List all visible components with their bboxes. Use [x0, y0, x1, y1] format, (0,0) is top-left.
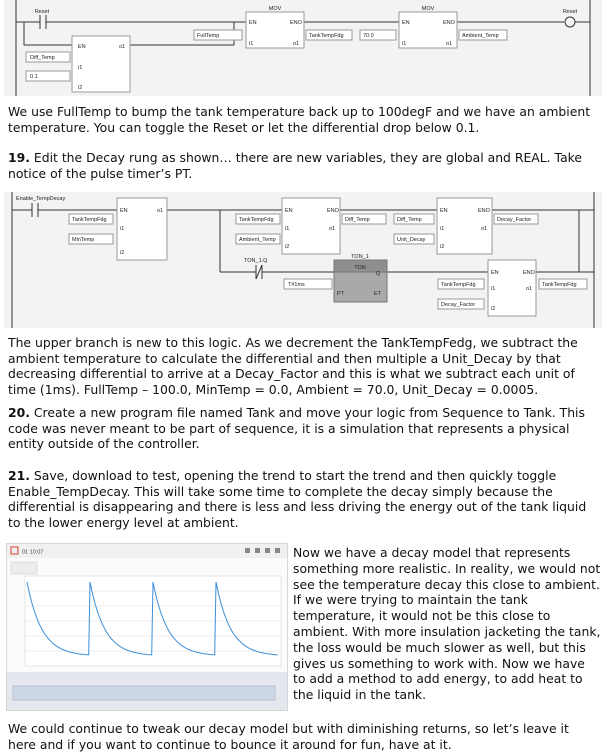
lt-o1: o1 — [119, 44, 126, 50]
step-19-text: Edit the Decay rung as shown… there are new variables, they are global and REAL. Take notice of the pulse timer’s PT. — [8, 150, 583, 181]
reset-coil-label: Reset — [562, 9, 578, 15]
lt-i2: i2 — [78, 85, 83, 91]
mov2-i1: i1 — [402, 41, 407, 47]
step-20-number: 20. — [8, 405, 30, 420]
tank-temp-var-2: TankTempFdg — [239, 217, 274, 223]
ambient-var: Ambient_Temp — [462, 33, 499, 39]
b4-o1: o1 — [526, 286, 533, 292]
tank-temp-var-4: TankTempFdg — [542, 282, 577, 288]
b1-en: EN — [120, 208, 128, 214]
step-19 — [8, 150, 600, 181]
mov2-title: MOV — [421, 6, 435, 12]
mov2-o1: o1 — [446, 41, 453, 47]
b1-i2: i2 — [120, 250, 125, 256]
mov1-i1: i1 — [249, 41, 254, 47]
mov1-o1: o1 — [293, 41, 300, 47]
paragraph-closing: We could continue to tweak our decay model but with diminishing returns, so let’s leave it here and if you want to continue to bounce it around for fun, have at it. — [8, 721, 569, 752]
b4-i2: i2 — [491, 306, 496, 312]
trend-overview-strip[interactable] — [13, 686, 275, 700]
trend-screenshot — [6, 543, 288, 711]
paragraph-decay-model: Now we have a decay model that represents something more realistic. In reality, we would not see the temperature decay this close to ambient. If we were trying to maintain the tank temperature, it would not be this close to ambient. With more insulation jacketing the tank, the loss would be much slower as well, but this gives us something to work with. Now we have to add a method to add energy, to add heat to the liquid in the tank. — [293, 545, 601, 703]
val-0-1: 0.1 — [30, 74, 38, 80]
ton-q-contact-label: TON_1.Q — [244, 258, 268, 264]
decay-factor-var-1: Decay_Factor — [497, 217, 532, 223]
b2-i2: i2 — [285, 244, 290, 250]
full-temp-var: FullTemp — [197, 33, 220, 39]
b2-en: EN — [285, 208, 293, 214]
val-70: 70.0 — [363, 33, 374, 39]
b3-en: EN — [440, 208, 448, 214]
lt-i1: i1 — [78, 65, 83, 71]
b3-i1: i1 — [440, 226, 445, 232]
b3-eno: ENO — [478, 208, 490, 214]
trend-legend-box — [11, 562, 37, 574]
b2-o1: o1 — [329, 226, 336, 232]
reset-contact-label: Reset — [34, 9, 50, 15]
b4-en: EN — [491, 270, 499, 276]
mov1-eno: ENO — [290, 20, 302, 26]
b1-o1: o1 — [157, 208, 164, 214]
paragraph-fulltemp: We use FullTemp to bump the tank temperature back up to 100degF and we have an ambient temperature. You can toggle the Reset or let the differential drop below 0.1. — [8, 104, 591, 135]
step-19-number: 19. — [8, 150, 30, 165]
ton-instance-name: TON_1 — [351, 254, 369, 260]
decay-rung-diagram — [4, 192, 602, 328]
trend-title: 01 10:07 — [22, 549, 44, 556]
paragraph-upper-branch: The upper branch is new to this logic. As we decrement the TankTempFedg, we subtract the ambient temperature to calculate the differential and then multiple a Unit_Decay by that decreasing differential to arrive at a Decay_Factor and this is what we subtract each unit of time (1ms). FullTemp – 100.0, MinTemp = 0.0, Ambient = 70.0, Unit_Decay = 0.0005. — [8, 335, 578, 397]
ton-pt: PT — [337, 291, 345, 297]
t1ms-var: T#1ms — [288, 282, 305, 288]
b4-eno: ENO — [523, 270, 535, 276]
tank-temp-var-1: TankTempFdg — [72, 217, 107, 223]
mov1-en: EN — [249, 20, 257, 26]
ton-title: TON — [354, 265, 366, 271]
decay-factor-var-2: Decay_Factor — [441, 302, 476, 308]
diff-temp-var-2: Diff_Temp — [397, 217, 422, 223]
ambient-var: Ambient_Temp — [239, 237, 276, 243]
enable-temp-decay-label: Enable_TempDecay — [16, 196, 66, 202]
trend-toolbar-icon-3 — [265, 548, 270, 553]
b1-i1: i1 — [120, 226, 125, 232]
step-20-text: Create a new program file named Tank and move your logic from Sequence to Tank. This code was never meant to be part of sequence, it is a simulation that represents a physical entity outside of the controller. — [8, 405, 585, 452]
b4-i1: i1 — [491, 286, 496, 292]
step-21 — [8, 468, 600, 530]
tank-temp-var: TankTempFdg — [309, 33, 344, 39]
trend-toolbar-icon-1 — [245, 548, 250, 553]
mov1-title: MOV — [268, 6, 282, 12]
tank-temp-var-3: TankTempFdg — [441, 282, 476, 288]
min-temp-var: MinTemp — [72, 237, 95, 243]
unit-decay-var: Unit_Decay — [397, 237, 426, 243]
mov2-eno: ENO — [443, 20, 455, 26]
b3-i2: i2 — [440, 244, 445, 250]
mov2-en: EN — [402, 20, 410, 26]
step-20 — [8, 405, 600, 452]
diff-temp-var-1: Diff_Temp — [345, 217, 370, 223]
ton-q: Q — [376, 271, 381, 277]
ton-et: ET — [374, 291, 382, 297]
b2-i1: i1 — [285, 226, 290, 232]
diff-temp-var: Diff_Temp — [30, 55, 55, 61]
b2-eno: ENO — [327, 208, 339, 214]
b3-o1: o1 — [481, 226, 488, 232]
lt-en: EN — [78, 44, 86, 50]
trend-toolbar-icon-2 — [255, 548, 260, 553]
reset-rung-diagram — [4, 0, 602, 96]
step-21-number: 21. — [8, 468, 30, 483]
step-21-text: Save, download to test, opening the trend to start the trend and then quickly toggle Enable_TempDecay. This will take some time to complete the decay simply because the differential is disappearing and there is less and less driving the energy out of the tank liquid to the lower energy level at ambient. — [8, 468, 587, 530]
trend-toolbar-icon-4 — [275, 548, 280, 553]
